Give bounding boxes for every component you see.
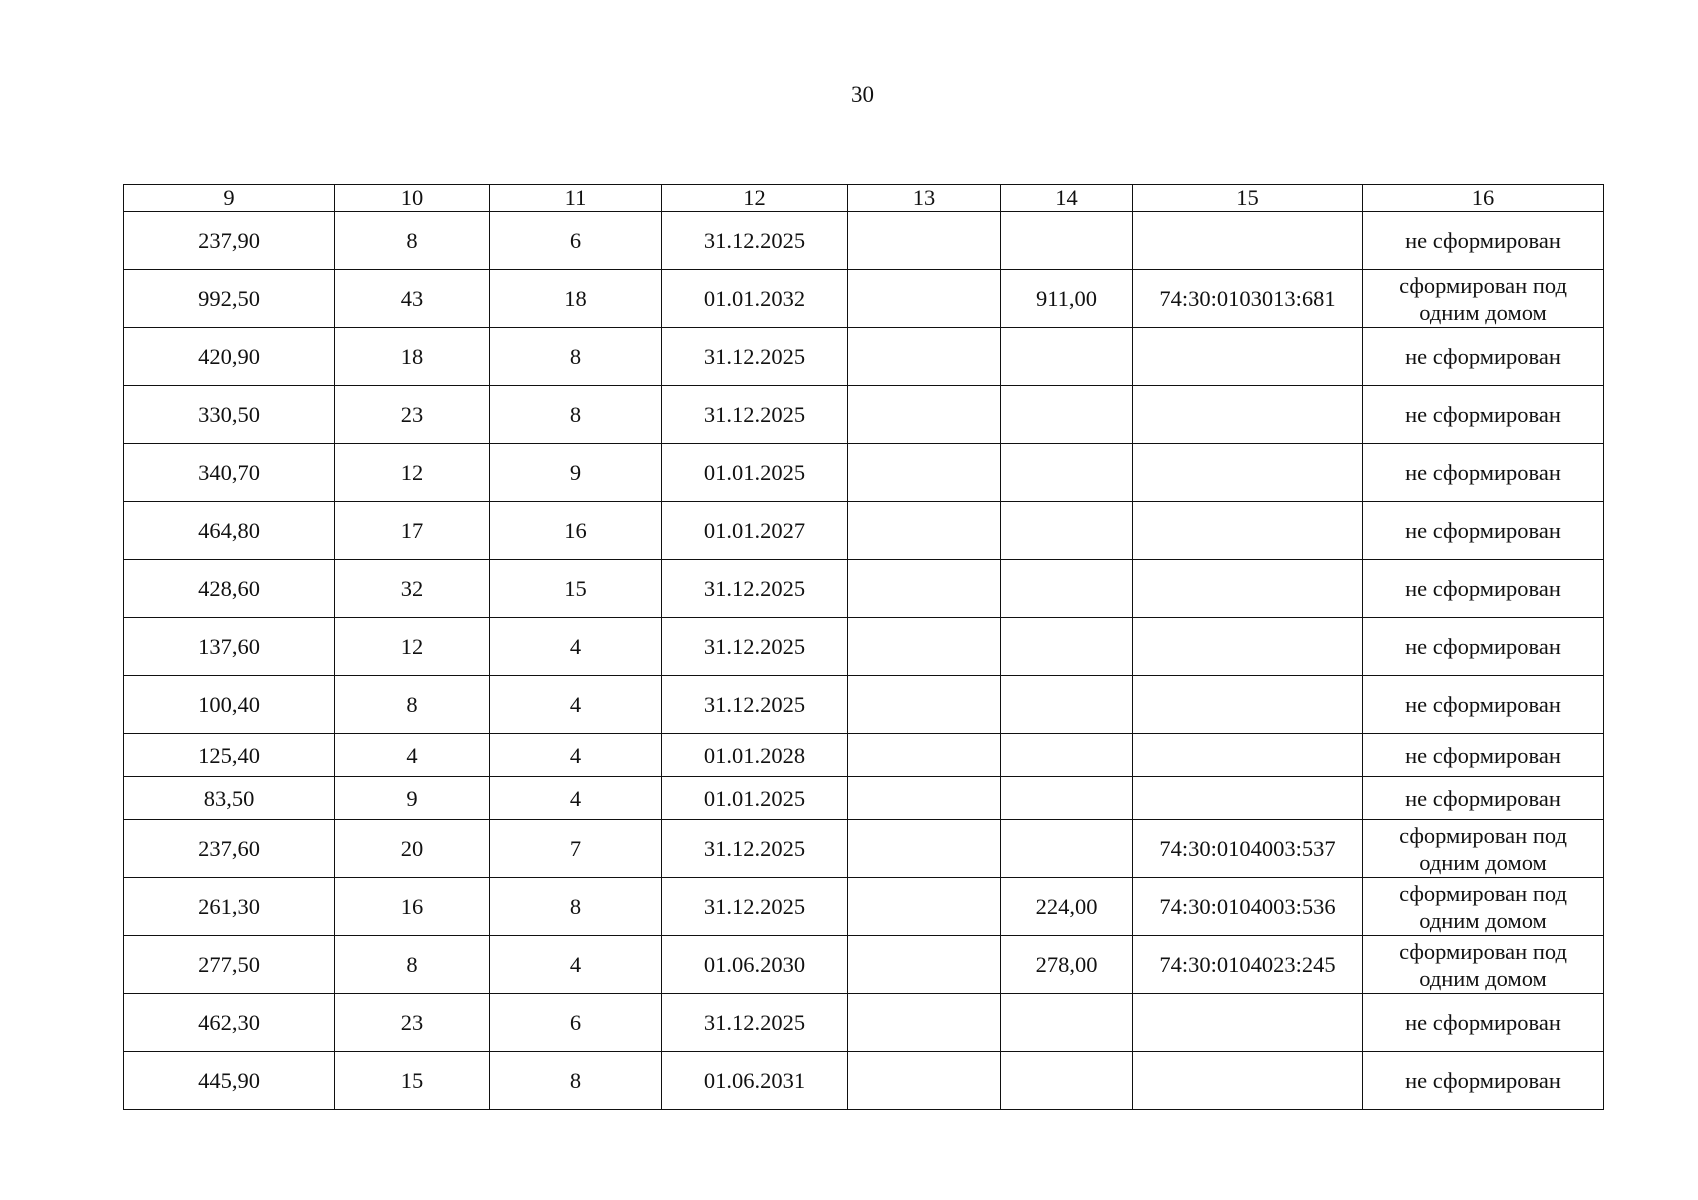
land-area-cell: 911,00: [1001, 270, 1133, 328]
apartments-cell: 15: [490, 560, 662, 618]
date-cell: 01.01.2027: [662, 502, 848, 560]
apartments-cell: 4: [490, 936, 662, 994]
table-row: [124, 777, 1604, 820]
date-cell: 31.12.2025: [662, 878, 848, 936]
area-cell: 125,40: [124, 734, 335, 777]
area-cell: 992,50: [124, 270, 335, 328]
col13-cell: [848, 1052, 1001, 1110]
land-area-cell: [1001, 328, 1133, 386]
col13-cell: [848, 270, 1001, 328]
date-cell: 31.12.2025: [662, 212, 848, 270]
cadastral-number-cell: 74:30:0103013:681: [1133, 270, 1363, 328]
residents-cell: 17: [335, 502, 490, 560]
residents-cell: 23: [335, 994, 490, 1052]
land-area-cell: [1001, 618, 1133, 676]
table-body: [124, 212, 1604, 1110]
area-cell: 261,30: [124, 878, 335, 936]
residents-cell: 8: [335, 212, 490, 270]
land-area-cell: 224,00: [1001, 878, 1133, 936]
column-header: 9: [124, 185, 335, 212]
col13-cell: [848, 328, 1001, 386]
status-cell: не сформирован: [1363, 212, 1604, 270]
area-cell: 464,80: [124, 502, 335, 560]
land-area-cell: [1001, 777, 1133, 820]
land-area-cell: [1001, 502, 1133, 560]
cadastral-number-cell: [1133, 212, 1363, 270]
status-cell: не сформирован: [1363, 386, 1604, 444]
area-cell: 445,90: [124, 1052, 335, 1110]
col13-cell: [848, 618, 1001, 676]
status-cell: сформирован под одним домом: [1363, 878, 1604, 936]
cadastral-number-cell: [1133, 734, 1363, 777]
table-row: [124, 734, 1604, 777]
apartments-cell: 9: [490, 444, 662, 502]
data-table: [123, 184, 1604, 1110]
table-row: [124, 386, 1604, 444]
table-row: [124, 994, 1604, 1052]
table-row: [124, 618, 1604, 676]
status-cell: не сформирован: [1363, 676, 1604, 734]
table-row: [124, 878, 1604, 936]
cadastral-number-cell: [1133, 618, 1363, 676]
land-area-cell: [1001, 386, 1133, 444]
page-number: 30: [851, 82, 874, 107]
area-cell: 237,90: [124, 212, 335, 270]
col13-cell: [848, 734, 1001, 777]
status-cell: сформирован под одним домом: [1363, 936, 1604, 994]
area-cell: 330,50: [124, 386, 335, 444]
cadastral-number-cell: [1133, 328, 1363, 386]
residents-cell: 4: [335, 734, 490, 777]
cadastral-number-cell: 74:30:0104003:536: [1133, 878, 1363, 936]
land-area-cell: [1001, 1052, 1133, 1110]
apartments-cell: 4: [490, 777, 662, 820]
land-area-cell: [1001, 444, 1133, 502]
col13-cell: [848, 878, 1001, 936]
land-area-cell: [1001, 734, 1133, 777]
table-row: [124, 820, 1604, 878]
land-area-cell: [1001, 560, 1133, 618]
residents-cell: 9: [335, 777, 490, 820]
area-cell: 277,50: [124, 936, 335, 994]
date-cell: 31.12.2025: [662, 994, 848, 1052]
land-area-cell: [1001, 212, 1133, 270]
residents-cell: 43: [335, 270, 490, 328]
status-cell: не сформирован: [1363, 777, 1604, 820]
cadastral-number-cell: [1133, 444, 1363, 502]
date-cell: 31.12.2025: [662, 676, 848, 734]
col13-cell: [848, 560, 1001, 618]
column-header: 12: [662, 185, 848, 212]
land-area-cell: [1001, 820, 1133, 878]
date-cell: 31.12.2025: [662, 618, 848, 676]
apartments-cell: 4: [490, 676, 662, 734]
residents-cell: 23: [335, 386, 490, 444]
col13-cell: [848, 994, 1001, 1052]
residents-cell: 8: [335, 676, 490, 734]
date-cell: 31.12.2025: [662, 328, 848, 386]
residents-cell: 32: [335, 560, 490, 618]
column-header: 11: [490, 185, 662, 212]
apartments-cell: 8: [490, 878, 662, 936]
apartments-cell: 4: [490, 618, 662, 676]
cadastral-number-cell: [1133, 994, 1363, 1052]
land-area-cell: [1001, 994, 1133, 1052]
col13-cell: [848, 820, 1001, 878]
residents-cell: 12: [335, 444, 490, 502]
land-area-cell: 278,00: [1001, 936, 1133, 994]
column-header: 10: [335, 185, 490, 212]
apartments-cell: 8: [490, 386, 662, 444]
table-row: [124, 676, 1604, 734]
area-cell: 428,60: [124, 560, 335, 618]
land-area-cell: [1001, 676, 1133, 734]
status-cell: не сформирован: [1363, 618, 1604, 676]
column-header: 16: [1363, 185, 1604, 212]
date-cell: 01.01.2032: [662, 270, 848, 328]
area-cell: 340,70: [124, 444, 335, 502]
status-cell: не сформирован: [1363, 328, 1604, 386]
col13-cell: [848, 212, 1001, 270]
status-cell: не сформирован: [1363, 502, 1604, 560]
residents-cell: 20: [335, 820, 490, 878]
table-row: [124, 502, 1604, 560]
cadastral-number-cell: [1133, 777, 1363, 820]
status-cell: не сформирован: [1363, 560, 1604, 618]
status-cell: не сформирован: [1363, 734, 1604, 777]
area-cell: 137,60: [124, 618, 335, 676]
date-cell: 01.01.2028: [662, 734, 848, 777]
column-header: 13: [848, 185, 1001, 212]
status-cell: сформирован под одним домом: [1363, 820, 1604, 878]
table-row: [124, 212, 1604, 270]
cadastral-number-cell: 74:30:0104003:537: [1133, 820, 1363, 878]
apartments-cell: 8: [490, 328, 662, 386]
col13-cell: [848, 936, 1001, 994]
cadastral-number-cell: [1133, 560, 1363, 618]
cadastral-number-cell: [1133, 676, 1363, 734]
residents-cell: 18: [335, 328, 490, 386]
date-cell: 01.06.2031: [662, 1052, 848, 1110]
column-header: 15: [1133, 185, 1363, 212]
status-cell: не сформирован: [1363, 994, 1604, 1052]
date-cell: 31.12.2025: [662, 560, 848, 618]
col13-cell: [848, 502, 1001, 560]
table-row: [124, 328, 1604, 386]
apartments-cell: 18: [490, 270, 662, 328]
col13-cell: [848, 386, 1001, 444]
apartments-cell: 8: [490, 1052, 662, 1110]
apartments-cell: 4: [490, 734, 662, 777]
apartments-cell: 7: [490, 820, 662, 878]
cadastral-number-cell: [1133, 502, 1363, 560]
date-cell: 31.12.2025: [662, 820, 848, 878]
area-cell: 83,50: [124, 777, 335, 820]
residents-cell: 8: [335, 936, 490, 994]
cadastral-number-cell: [1133, 1052, 1363, 1110]
status-cell: не сформирован: [1363, 444, 1604, 502]
header-row: [124, 185, 1604, 212]
residents-cell: 15: [335, 1052, 490, 1110]
date-cell: 01.01.2025: [662, 444, 848, 502]
table-row: [124, 936, 1604, 994]
table-row: [124, 270, 1604, 328]
residents-cell: 12: [335, 618, 490, 676]
table-row: [124, 444, 1604, 502]
col13-cell: [848, 676, 1001, 734]
area-cell: 420,90: [124, 328, 335, 386]
col13-cell: [848, 777, 1001, 820]
apartments-cell: 16: [490, 502, 662, 560]
column-header: 14: [1001, 185, 1133, 212]
apartments-cell: 6: [490, 212, 662, 270]
cadastral-number-cell: 74:30:0104023:245: [1133, 936, 1363, 994]
area-cell: 237,60: [124, 820, 335, 878]
date-cell: 31.12.2025: [662, 386, 848, 444]
status-cell: сформирован под одним домом: [1363, 270, 1604, 328]
table-row: [124, 1052, 1604, 1110]
col13-cell: [848, 444, 1001, 502]
residents-cell: 16: [335, 878, 490, 936]
status-cell: не сформирован: [1363, 1052, 1604, 1110]
area-cell: 462,30: [124, 994, 335, 1052]
date-cell: 01.01.2025: [662, 777, 848, 820]
date-cell: 01.06.2030: [662, 936, 848, 994]
apartments-cell: 6: [490, 994, 662, 1052]
area-cell: 100,40: [124, 676, 335, 734]
cadastral-number-cell: [1133, 386, 1363, 444]
table-row: [124, 560, 1604, 618]
